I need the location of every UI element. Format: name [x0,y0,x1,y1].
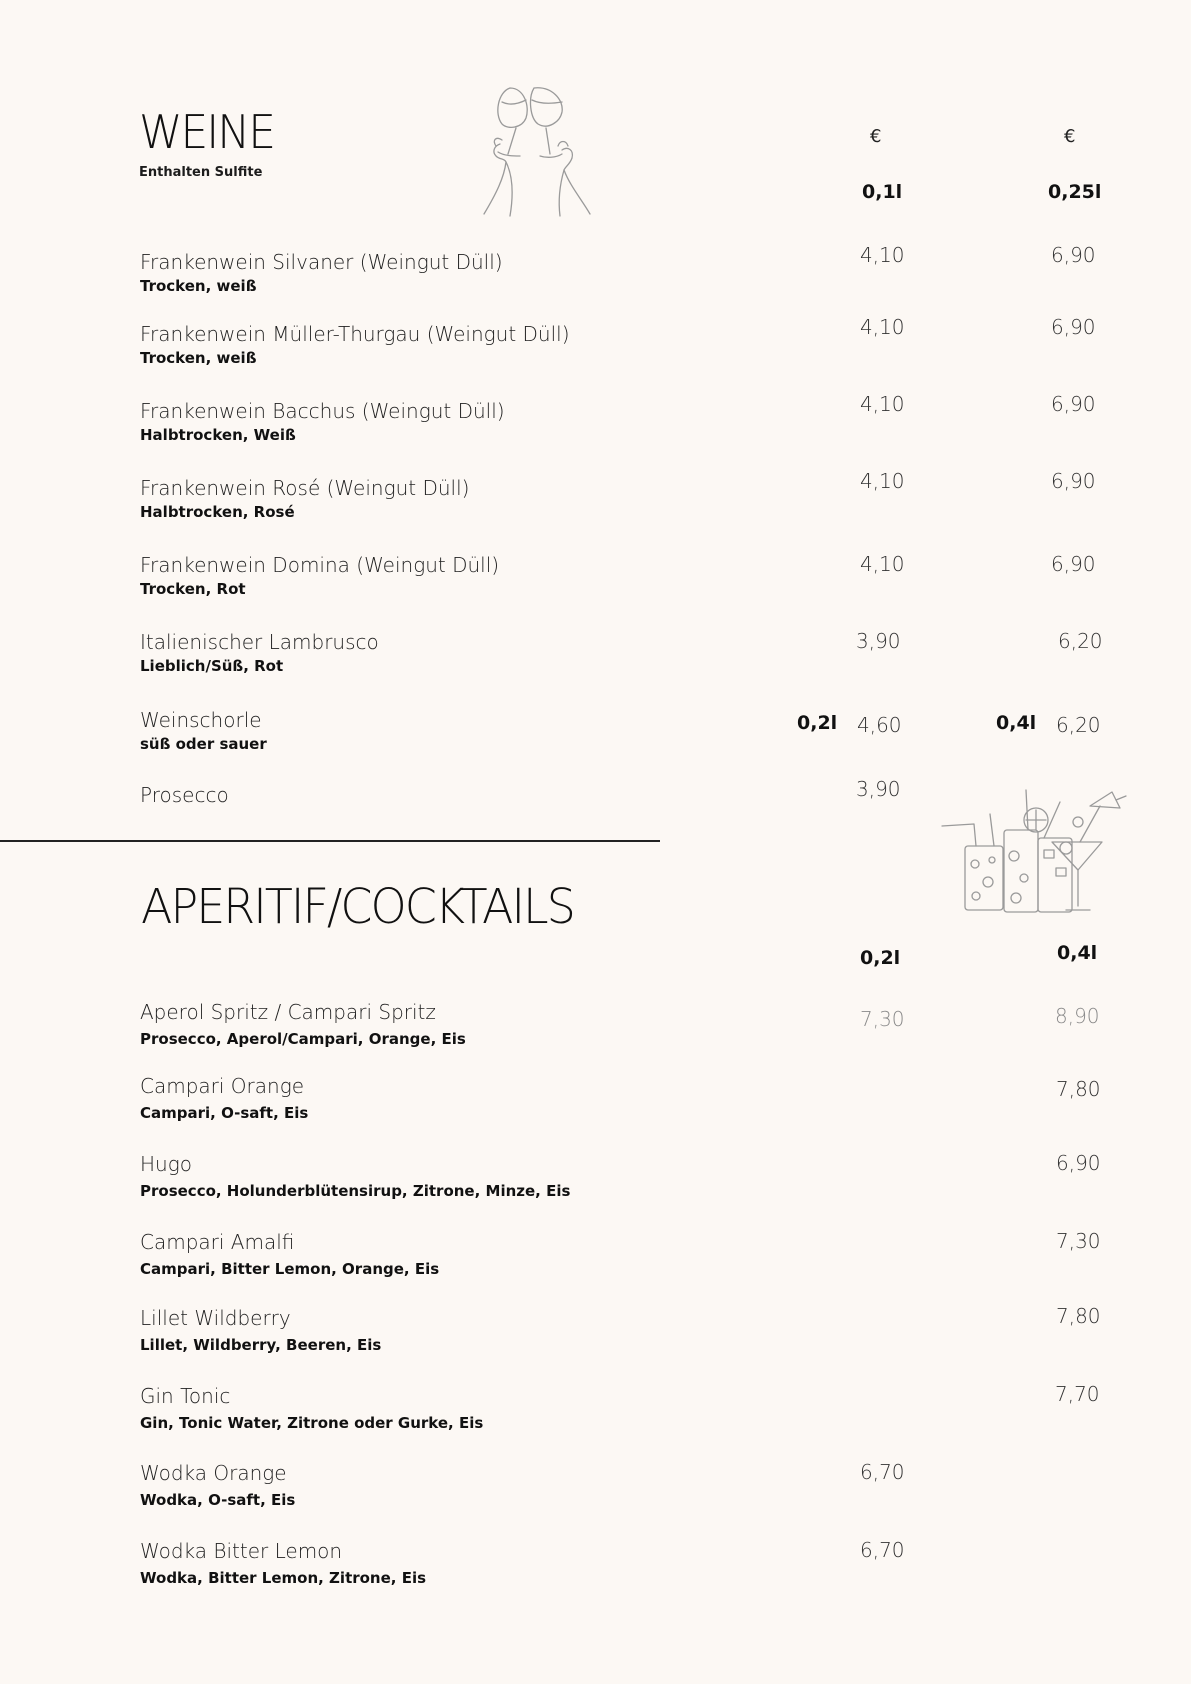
cocktail-price-b: 7,80 [1056,1077,1101,1101]
size-header-a: 0,1l [862,181,903,203]
cocktail-price-b: 7,70 [1055,1382,1100,1406]
wine-price-a: 4,10 [860,315,905,339]
wine-price-b: 6,90 [1051,469,1096,493]
wine-item-desc: Halbtrocken, Rosé [140,503,295,521]
schorle-size-b: 0,4l [996,712,1037,734]
cocktail-item-name: Aperol Spritz / Campari Spritz [140,1000,436,1024]
wine-price-a: 4,10 [860,552,905,576]
cocktail-item-desc: Gin, Tonic Water, Zitrone oder Gurke, Eis [140,1414,484,1432]
cocktail-item-name: Hugo [140,1152,192,1176]
size-header-b: 0,4l [1057,942,1098,964]
cocktail-price-b: 8,90 [1055,1004,1100,1028]
wine-price-a: 3,90 [856,629,901,653]
cocktail-price-b: 6,90 [1056,1151,1101,1175]
wine-item-desc: süß oder sauer [140,735,267,753]
wine-price-a: 4,10 [860,392,905,416]
wine-item-name: Frankenwein Müller-Thurgau (Weingut Düll) [140,322,570,346]
aperitif-section-title: APERITIF/COCKTAILS [141,878,574,935]
wine-price-a: 4,10 [860,469,905,493]
cocktail-item-desc: Campari, O-saft, Eis [140,1104,309,1122]
cocktail-item-desc: Wodka, Bitter Lemon, Zitrone, Eis [140,1569,427,1587]
size-header-b: 0,25l [1048,181,1102,203]
cocktail-price-a: 6,70 [860,1460,905,1484]
cocktail-price-a: 7,30 [860,1007,905,1031]
weine-section-title: WEINE [139,106,274,160]
cocktail-item-desc: Wodka, O-saft, Eis [140,1491,296,1509]
wine-price-b: 6,20 [1056,713,1101,737]
cocktail-item-name: Lillet Wildberry [140,1306,291,1330]
wine-price-a: 4,10 [860,243,905,267]
wine-price-a: 4,60 [857,713,902,737]
wine-item-name: Frankenwein Silvaner (Weingut Düll) [140,250,503,274]
wine-item-desc: Lieblich/Süß, Rot [140,657,284,675]
wine-price-b: 6,90 [1051,315,1096,339]
wine-item-name: Prosecco [140,783,229,807]
cocktail-item-desc: Campari, Bitter Lemon, Orange, Eis [140,1260,440,1278]
cocktail-item-name: Wodka Bitter Lemon [140,1539,343,1563]
wine-item-name: Frankenwein Domina (Weingut Düll) [140,553,500,577]
cocktail-item-desc: Prosecco, Aperol/Campari, Orange, Eis [140,1030,466,1048]
wine-price-b: 6,90 [1051,243,1096,267]
wine-item-desc: Trocken, weiß [140,349,257,367]
wine-item-name: Weinschorle [140,708,262,732]
size-header-a: 0,2l [860,947,901,969]
wine-glasses-toast-icon [478,82,622,217]
wine-item-name: Italienischer Lambrusco [140,630,379,654]
wine-item-desc: Trocken, weiß [140,277,257,295]
cocktail-glasses-icon [940,786,1130,916]
wine-item-desc: Halbtrocken, Weiß [140,426,296,444]
wine-price-b: 6,20 [1058,629,1103,653]
currency-symbol-a: € [870,126,882,147]
cocktail-price-b: 7,80 [1056,1304,1101,1328]
cocktail-item-name: Campari Amalfi [140,1230,295,1254]
cocktail-item-name: Campari Orange [140,1074,304,1098]
cocktail-price-b: 7,30 [1056,1229,1101,1253]
wine-price-b: 6,90 [1051,552,1096,576]
sulfite-note: Enthalten Sulfite [139,165,263,180]
cocktail-price-a: 6,70 [860,1538,905,1562]
wine-price-b: 6,90 [1051,392,1096,416]
wine-item-name: Frankenwein Rosé (Weingut Düll) [140,476,470,500]
wine-item-name: Frankenwein Bacchus (Weingut Düll) [140,399,505,423]
currency-symbol-b: € [1064,126,1076,147]
schorle-size-a: 0,2l [797,712,838,734]
cocktail-item-desc: Lillet, Wildberry, Beeren, Eis [140,1336,382,1354]
section-divider [0,840,660,842]
cocktail-item-name: Gin Tonic [140,1384,231,1408]
wine-item-desc: Trocken, Rot [140,580,246,598]
cocktail-item-desc: Prosecco, Holunderblütensirup, Zitrone, Minze, Eis [140,1182,571,1200]
cocktail-item-name: Wodka Orange [140,1461,287,1485]
wine-price-a: 3,90 [856,777,901,801]
